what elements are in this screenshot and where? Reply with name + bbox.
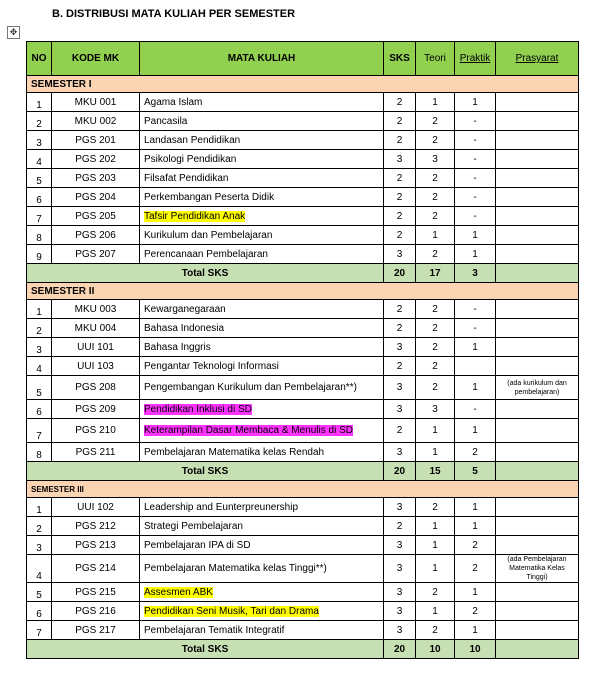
course-name-text: Keterampilan Dasar Membaca & Menulis di SD bbox=[144, 425, 353, 436]
total-praktik: 10 bbox=[455, 640, 496, 659]
table-row bbox=[27, 583, 579, 602]
course-teori: 1 bbox=[416, 226, 455, 245]
header-sks: SKS bbox=[384, 42, 416, 76]
course-praktik: - bbox=[455, 131, 496, 150]
course-name-text: Pancasila bbox=[144, 115, 188, 127]
course-distribution-table bbox=[26, 41, 579, 659]
course-teori: 2 bbox=[416, 621, 455, 640]
course-sks: 3 bbox=[384, 583, 416, 602]
course-name-text: Pembelajaran Matematika kelas Rendah bbox=[144, 446, 325, 458]
course-name-text: Psikologi Pendidikan bbox=[144, 153, 237, 165]
course-prasyarat bbox=[496, 112, 579, 131]
total-teori: 10 bbox=[416, 640, 455, 659]
table-row bbox=[27, 400, 579, 419]
row-number: 5 bbox=[27, 583, 52, 602]
course-sks: 2 bbox=[384, 226, 416, 245]
total-label: Total SKS bbox=[27, 462, 384, 481]
course-prasyarat bbox=[496, 419, 579, 443]
course-name-text: Assesmen ABK bbox=[144, 586, 213, 598]
course-name-text: Bahasa Indonesia bbox=[144, 322, 225, 334]
course-name bbox=[140, 602, 384, 621]
total-label: Total SKS bbox=[27, 264, 384, 283]
row-number: 8 bbox=[27, 226, 52, 245]
course-name-text: Strategi Pembelajaran bbox=[144, 520, 243, 532]
row-number: 4 bbox=[27, 357, 52, 376]
header-kode: KODE MK bbox=[52, 42, 140, 76]
course-name bbox=[140, 131, 384, 150]
course-teori: 2 bbox=[416, 357, 455, 376]
course-prasyarat bbox=[496, 319, 579, 338]
course-name bbox=[140, 517, 384, 536]
course-code: PGS 208 bbox=[52, 376, 140, 400]
total-row bbox=[27, 462, 579, 481]
course-code: PGS 202 bbox=[52, 150, 140, 169]
course-code: PGS 210 bbox=[52, 419, 140, 443]
course-code: UUI 101 bbox=[52, 338, 140, 357]
table-row bbox=[27, 207, 579, 226]
total-prasyarat bbox=[496, 640, 579, 659]
course-praktik: - bbox=[455, 150, 496, 169]
row-number: 7 bbox=[27, 207, 52, 226]
course-teori: 2 bbox=[416, 498, 455, 517]
header-prasyarat: Prasyarat bbox=[496, 42, 579, 76]
total-label: Total SKS bbox=[27, 640, 384, 659]
table-row bbox=[27, 602, 579, 621]
course-praktik: - bbox=[455, 188, 496, 207]
course-code: PGS 204 bbox=[52, 188, 140, 207]
course-prasyarat bbox=[496, 517, 579, 536]
table-row bbox=[27, 498, 579, 517]
course-code: MKU 002 bbox=[52, 112, 140, 131]
course-code: PGS 207 bbox=[52, 245, 140, 264]
table-row bbox=[27, 131, 579, 150]
course-sks: 3 bbox=[384, 621, 416, 640]
row-number: 1 bbox=[27, 93, 52, 112]
course-name bbox=[140, 93, 384, 112]
course-teori: 1 bbox=[416, 419, 455, 443]
course-sks: 2 bbox=[384, 419, 416, 443]
header-mata-kuliah: MATA KULIAH bbox=[140, 42, 384, 76]
course-praktik: 1 bbox=[455, 245, 496, 264]
course-name-text: Tafsir Pendidikan Anak bbox=[144, 210, 246, 222]
course-name bbox=[140, 400, 384, 419]
course-code: PGS 201 bbox=[52, 131, 140, 150]
course-sks: 3 bbox=[384, 245, 416, 264]
row-number: 2 bbox=[27, 112, 52, 131]
course-teori: 3 bbox=[416, 400, 455, 419]
course-sks: 2 bbox=[384, 169, 416, 188]
row-number: 3 bbox=[27, 338, 52, 357]
course-teori: 2 bbox=[416, 583, 455, 602]
course-teori: 1 bbox=[416, 555, 455, 583]
course-name bbox=[140, 555, 384, 583]
table-row bbox=[27, 357, 579, 376]
course-sks: 3 bbox=[384, 555, 416, 583]
header-row bbox=[27, 42, 579, 76]
total-row bbox=[27, 264, 579, 283]
course-name bbox=[140, 150, 384, 169]
course-praktik: 1 bbox=[455, 498, 496, 517]
course-prasyarat bbox=[496, 443, 579, 462]
course-code: PGS 216 bbox=[52, 602, 140, 621]
table-row bbox=[27, 112, 579, 131]
row-number: 1 bbox=[27, 498, 52, 517]
total-praktik: 5 bbox=[455, 462, 496, 481]
course-prasyarat bbox=[496, 338, 579, 357]
course-name-text: Pendidikan Seni Musik, Tari dan Drama bbox=[144, 605, 319, 617]
course-name bbox=[140, 169, 384, 188]
course-code: PGS 215 bbox=[52, 583, 140, 602]
course-sks: 2 bbox=[384, 357, 416, 376]
course-praktik: 2 bbox=[455, 536, 496, 555]
course-name bbox=[140, 319, 384, 338]
table-row bbox=[27, 300, 579, 319]
course-code: PGS 211 bbox=[52, 443, 140, 462]
course-teori: 2 bbox=[416, 338, 455, 357]
course-code: PGS 212 bbox=[52, 517, 140, 536]
course-prasyarat bbox=[496, 226, 579, 245]
course-prasyarat bbox=[496, 169, 579, 188]
total-sks: 20 bbox=[384, 640, 416, 659]
course-teori: 2 bbox=[416, 376, 455, 400]
course-name bbox=[140, 338, 384, 357]
course-praktik: - bbox=[455, 112, 496, 131]
total-sks: 20 bbox=[384, 264, 416, 283]
row-number: 7 bbox=[27, 621, 52, 640]
course-prasyarat bbox=[496, 93, 579, 112]
course-prasyarat bbox=[496, 131, 579, 150]
course-name bbox=[140, 376, 384, 400]
course-name bbox=[140, 226, 384, 245]
course-teori: 2 bbox=[416, 245, 455, 264]
table-row bbox=[27, 338, 579, 357]
course-praktik: - bbox=[455, 300, 496, 319]
course-praktik bbox=[455, 357, 496, 376]
course-praktik: - bbox=[455, 207, 496, 226]
course-prasyarat: (ada kurikulum dan pembelajaran) bbox=[496, 376, 579, 400]
course-code: UUI 102 bbox=[52, 498, 140, 517]
course-name bbox=[140, 357, 384, 376]
course-teori: 2 bbox=[416, 188, 455, 207]
course-sks: 3 bbox=[384, 338, 416, 357]
header-teori: Teori bbox=[416, 42, 455, 76]
table-row bbox=[27, 555, 579, 583]
total-teori: 17 bbox=[416, 264, 455, 283]
course-name bbox=[140, 583, 384, 602]
course-sks: 2 bbox=[384, 300, 416, 319]
row-number: 7 bbox=[27, 419, 52, 443]
course-code: PGS 214 bbox=[52, 555, 140, 583]
course-name-text: Bahasa Inggris bbox=[144, 341, 211, 353]
course-praktik: - bbox=[455, 400, 496, 419]
course-name bbox=[140, 207, 384, 226]
course-sks: 3 bbox=[384, 376, 416, 400]
row-number: 8 bbox=[27, 443, 52, 462]
course-name bbox=[140, 498, 384, 517]
course-name-text: Landasan Pendidikan bbox=[144, 134, 241, 146]
course-praktik: 1 bbox=[455, 419, 496, 443]
row-number: 9 bbox=[27, 245, 52, 264]
course-name-text: Pembelajaran Tematik Integratif bbox=[144, 624, 285, 636]
course-sks: 2 bbox=[384, 188, 416, 207]
course-praktik: 1 bbox=[455, 226, 496, 245]
table-row bbox=[27, 188, 579, 207]
row-number: 2 bbox=[27, 517, 52, 536]
course-name-text: Perkembangan Peserta Didik bbox=[144, 191, 275, 203]
course-code: PGS 203 bbox=[52, 169, 140, 188]
course-praktik: 2 bbox=[455, 602, 496, 621]
course-name-text: Pembelajaran IPA di SD bbox=[144, 539, 251, 551]
course-teori: 2 bbox=[416, 207, 455, 226]
course-teori: 2 bbox=[416, 300, 455, 319]
course-sks: 2 bbox=[384, 319, 416, 338]
course-teori: 2 bbox=[416, 112, 455, 131]
course-code: PGS 213 bbox=[52, 536, 140, 555]
course-praktik: - bbox=[455, 169, 496, 188]
table-row bbox=[27, 536, 579, 555]
course-teori: 1 bbox=[416, 443, 455, 462]
header-praktik: Praktik bbox=[455, 42, 496, 76]
course-prasyarat bbox=[496, 207, 579, 226]
total-sks: 20 bbox=[384, 462, 416, 481]
course-prasyarat bbox=[496, 150, 579, 169]
course-teori: 3 bbox=[416, 150, 455, 169]
table-row bbox=[27, 319, 579, 338]
total-praktik: 3 bbox=[455, 264, 496, 283]
course-prasyarat: (ada Pembelajaran Matematika Kelas Tinggi) bbox=[496, 555, 579, 583]
course-sks: 2 bbox=[384, 93, 416, 112]
course-prasyarat bbox=[496, 300, 579, 319]
course-prasyarat bbox=[496, 498, 579, 517]
course-teori: 1 bbox=[416, 602, 455, 621]
semester-header-row bbox=[27, 76, 579, 93]
course-prasyarat bbox=[496, 357, 579, 376]
table-move-handle-icon[interactable]: ✥ bbox=[7, 26, 20, 39]
header-no: NO bbox=[27, 42, 52, 76]
course-name bbox=[140, 419, 384, 443]
course-sks: 3 bbox=[384, 150, 416, 169]
course-code: PGS 209 bbox=[52, 400, 140, 419]
table-row bbox=[27, 169, 579, 188]
course-sks: 2 bbox=[384, 207, 416, 226]
course-sks: 3 bbox=[384, 443, 416, 462]
course-prasyarat bbox=[496, 602, 579, 621]
course-prasyarat bbox=[496, 536, 579, 555]
course-name-text: Kurikulum dan Pembelajaran bbox=[144, 229, 273, 241]
semester-header-row bbox=[27, 481, 579, 498]
course-sks: 3 bbox=[384, 602, 416, 621]
row-number: 2 bbox=[27, 319, 52, 338]
course-name bbox=[140, 245, 384, 264]
row-number: 5 bbox=[27, 376, 52, 400]
course-praktik: - bbox=[455, 319, 496, 338]
course-prasyarat bbox=[496, 621, 579, 640]
course-name-text: Perencanaan Pembelajaran bbox=[144, 248, 268, 260]
table-row bbox=[27, 150, 579, 169]
course-praktik: 1 bbox=[455, 621, 496, 640]
course-prasyarat bbox=[496, 583, 579, 602]
table-row bbox=[27, 443, 579, 462]
course-name bbox=[140, 188, 384, 207]
row-number: 1 bbox=[27, 300, 52, 319]
course-code: MKU 003 bbox=[52, 300, 140, 319]
course-name-text: Filsafat Pendidikan bbox=[144, 172, 229, 184]
course-name-text: Pengembangan Kurikulum dan Pembelajaran**) bbox=[144, 382, 357, 393]
table-row bbox=[27, 226, 579, 245]
course-sks: 2 bbox=[384, 112, 416, 131]
course-code: PGS 206 bbox=[52, 226, 140, 245]
course-code: MKU 004 bbox=[52, 319, 140, 338]
row-number: 3 bbox=[27, 131, 52, 150]
course-sks: 3 bbox=[384, 400, 416, 419]
course-teori: 2 bbox=[416, 319, 455, 338]
semester-header-row bbox=[27, 283, 579, 300]
course-name bbox=[140, 443, 384, 462]
course-praktik: 2 bbox=[455, 443, 496, 462]
course-name-text: Kewarganegaraan bbox=[144, 303, 226, 315]
row-number: 3 bbox=[27, 536, 52, 555]
course-name bbox=[140, 536, 384, 555]
course-name-text: Pengantar Teknologi Informasi bbox=[144, 360, 279, 372]
semester-label: SEMESTER III bbox=[27, 481, 579, 498]
row-number: 5 bbox=[27, 169, 52, 188]
course-praktik: 1 bbox=[455, 517, 496, 536]
table-row bbox=[27, 245, 579, 264]
course-name bbox=[140, 621, 384, 640]
course-sks: 2 bbox=[384, 131, 416, 150]
course-prasyarat bbox=[496, 245, 579, 264]
course-sks: 3 bbox=[384, 536, 416, 555]
row-number: 6 bbox=[27, 602, 52, 621]
row-number: 6 bbox=[27, 188, 52, 207]
course-teori: 2 bbox=[416, 131, 455, 150]
row-number: 6 bbox=[27, 400, 52, 419]
course-teori: 1 bbox=[416, 93, 455, 112]
total-row bbox=[27, 640, 579, 659]
total-prasyarat bbox=[496, 264, 579, 283]
table-row bbox=[27, 93, 579, 112]
table-row bbox=[27, 621, 579, 640]
table-row bbox=[27, 376, 579, 400]
total-prasyarat bbox=[496, 462, 579, 481]
course-praktik: 2 bbox=[455, 555, 496, 583]
course-praktik: 1 bbox=[455, 93, 496, 112]
course-code: UUI 103 bbox=[52, 357, 140, 376]
course-name-text: Pendidikan Inklusi di SD bbox=[144, 403, 252, 415]
course-name bbox=[140, 300, 384, 319]
course-name-text: Agama Islam bbox=[144, 96, 203, 108]
course-sks: 2 bbox=[384, 517, 416, 536]
course-praktik: 1 bbox=[455, 376, 496, 400]
semester-label: SEMESTER II bbox=[27, 283, 579, 300]
course-code: PGS 205 bbox=[52, 207, 140, 226]
row-number: 4 bbox=[27, 555, 52, 583]
course-name-text: Leadership and Eunterpreunership bbox=[144, 501, 298, 513]
course-code: MKU 001 bbox=[52, 93, 140, 112]
semester-label: SEMESTER I bbox=[27, 76, 579, 93]
course-sks: 3 bbox=[384, 498, 416, 517]
table-row bbox=[27, 517, 579, 536]
table-row bbox=[27, 419, 579, 443]
total-teori: 15 bbox=[416, 462, 455, 481]
course-name-text: Pembelajaran Matematika kelas Tinggi**) bbox=[144, 563, 327, 574]
course-name bbox=[140, 112, 384, 131]
section-title: B. DISTRIBUSI MATA KULIAH PER SEMESTER bbox=[52, 8, 296, 20]
course-praktik: 1 bbox=[455, 338, 496, 357]
course-teori: 2 bbox=[416, 169, 455, 188]
course-prasyarat bbox=[496, 400, 579, 419]
course-prasyarat bbox=[496, 188, 579, 207]
course-praktik: 1 bbox=[455, 583, 496, 602]
course-teori: 1 bbox=[416, 517, 455, 536]
row-number: 4 bbox=[27, 150, 52, 169]
course-teori: 1 bbox=[416, 536, 455, 555]
course-code: PGS 217 bbox=[52, 621, 140, 640]
